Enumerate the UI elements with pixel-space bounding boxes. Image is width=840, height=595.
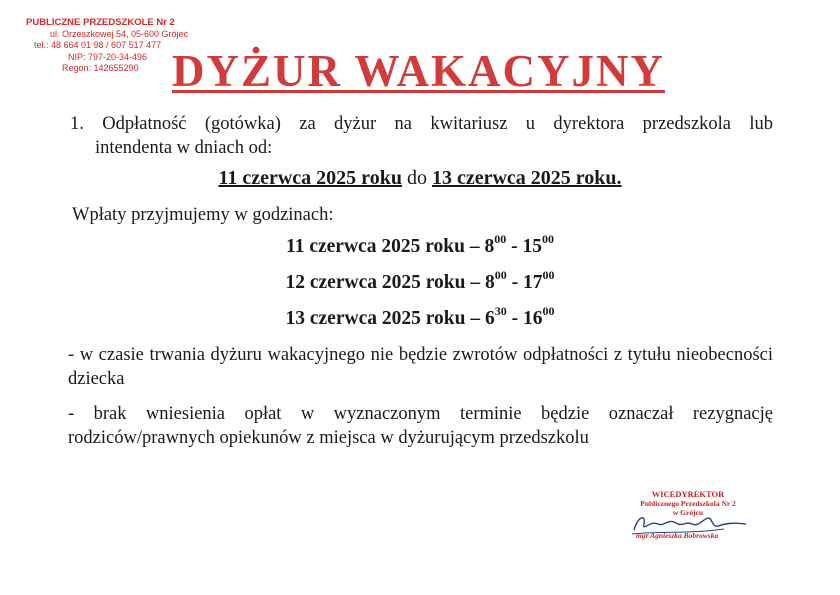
range-connector: do bbox=[406, 167, 427, 189]
schedule-separator: - bbox=[506, 236, 523, 257]
schedule-date: 12 czerwca 2025 roku – bbox=[285, 272, 485, 293]
item1-text: Odpłatność (gotówka) za dyżur na kwitariusz u dyrektora przedszkola lub bbox=[102, 114, 774, 134]
schedule-separator: - bbox=[506, 308, 523, 329]
schedule-start-hour: 6 bbox=[484, 308, 495, 329]
institution-stamp bbox=[20, 17, 190, 75]
handwritten-signature bbox=[628, 512, 758, 538]
range-from: 11 czerwca 2025 roku bbox=[218, 167, 402, 189]
schedule-end-hour: 17 bbox=[522, 272, 543, 293]
schedule-start-minutes: 30 bbox=[494, 303, 507, 318]
stamp-nip: NIP: 797-20-34-496 bbox=[68, 51, 148, 62]
schedule-end-minutes: 00 bbox=[542, 267, 555, 282]
range-to: 13 czerwca 2025 roku bbox=[431, 167, 617, 189]
schedule-row bbox=[0, 231, 840, 259]
schedule-row bbox=[0, 303, 840, 331]
schedule-separator: - bbox=[506, 272, 523, 293]
schedule-row bbox=[0, 267, 840, 295]
item1-line2: intendenta w dniach od: bbox=[95, 138, 273, 158]
note-resignation: - brak wniesienia opłat w wyznaczonym terminie będzie oznaczał rezygnację rodziców/prawnych opiekunów z miejsca w dyżurującym przedszkolu bbox=[68, 404, 773, 448]
stamp-regon: Regon: 142655290 bbox=[62, 63, 139, 73]
schedule-start-hour: 8 bbox=[484, 272, 495, 293]
schedule-date: 11 czerwca 2025 roku – bbox=[286, 236, 485, 257]
schedule-date: 13 czerwca 2025 roku – bbox=[285, 308, 485, 329]
schedule-start-hour: 8 bbox=[484, 236, 495, 257]
stamp-name: PUBLICZNE PRZEDSZKOLE Nr 2 bbox=[26, 17, 175, 28]
schedule-end-hour: 16 bbox=[522, 308, 543, 329]
list-item-payment bbox=[70, 112, 773, 160]
stamp-address: ul. Orzeszkowej 54, 05-600 Grójec bbox=[50, 28, 189, 39]
schedule-start-minutes: 00 bbox=[494, 231, 507, 246]
schedule-end-minutes: 00 bbox=[541, 231, 554, 246]
item1-line1 bbox=[70, 112, 773, 136]
note-no-refunds: - w czasie trwania dyżuru wakacyjnego nie będzie zwrotów odpłatności z tytułu nieobecności dziecka bbox=[68, 345, 773, 389]
schedule-end-hour: 15 bbox=[522, 236, 542, 257]
signature-role: WICEDYREKTOR bbox=[651, 489, 725, 499]
schedule-end-minutes: 00 bbox=[542, 303, 555, 318]
signature-person: mgr Agnieszka Bobrowska bbox=[636, 531, 719, 540]
stamp-phone: tel.: 48 664 01 98 / 607 517 477 bbox=[34, 40, 162, 50]
page-title: DYŻUR WAKACYJNY bbox=[172, 46, 665, 96]
payments-intro: Wpłaty przyjmujemy w godzinach: bbox=[72, 205, 334, 225]
schedule-start-minutes: 00 bbox=[494, 267, 507, 282]
signature-institution: Publicznego Przedszkola Nr 2 bbox=[640, 499, 736, 508]
item1-number: 1. bbox=[70, 114, 84, 134]
date-range bbox=[0, 166, 840, 190]
signature-city: w Grójcu bbox=[672, 508, 704, 517]
range-end: . bbox=[616, 167, 622, 189]
